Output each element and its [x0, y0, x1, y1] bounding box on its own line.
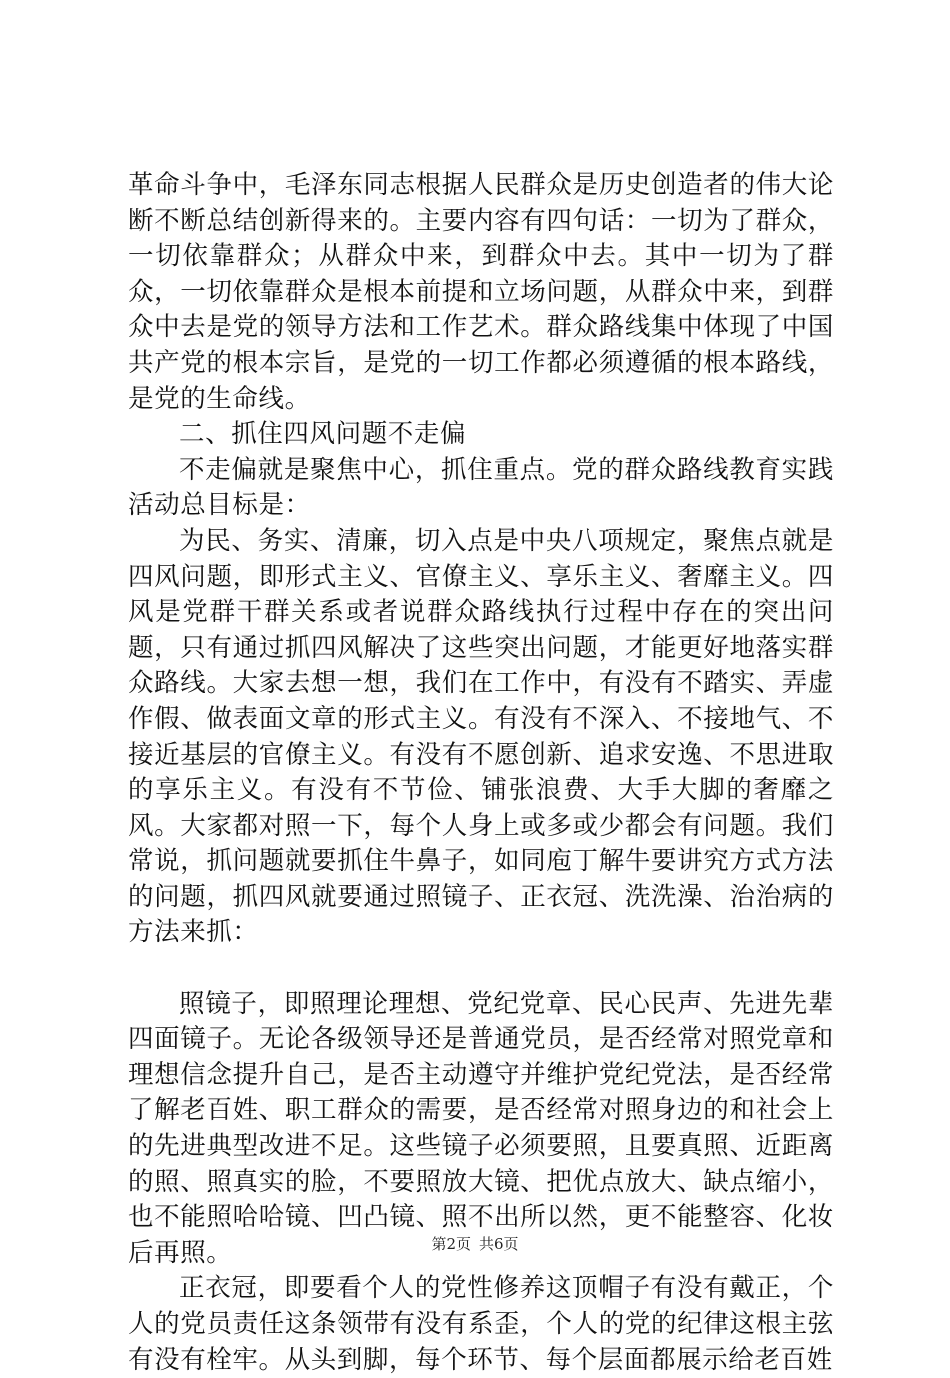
document-body: [128, 168, 834, 1378]
paragraph-focus-center: 不走偏就是聚焦中心，抓住重点。党的群众路线教育实践活动总目标是：: [128, 454, 834, 521]
paragraph-mirror: 照镜子，即照理论理想、党纪党章、民心民声、先进先辈四面镜子。无论各级领导还是普通党员，是否经常对照党章和理想信念提升自己，是否主动遵守并维护党纪党法，是否经常了解老百姓、职工群众的需要，是否经常对照身边的和社会上的先进典型改进不足。这些镜子必须要照，且要真照、近距离的照、照真实的脸，不要照放大镜、把优点放大、缺点缩小，也不能照哈哈镜、凹凸镜、照不出所以然，更不能整容、化妆后再照。: [128, 988, 834, 1268]
paragraph-mass-line-origin: 革命斗争中，毛泽东同志根据人民群众是历史创造者的伟大论断不断总结创新得来的。主要内容有四句话：一切为了群众，一切依靠群众；从群众中来，到群众中去。其中一切为了群众，一切依靠群众是根本前提和立场问题，从群众中来，到群众中去是党的领导方法和工作艺术。群众路线集中体现了中国共产党的根本宗旨，是党的一切工作都必须遵循的根本路线，是党的生命线。: [128, 170, 834, 414]
section-heading-four-winds: 二、抓住四风问题不走偏: [179, 419, 467, 450]
paragraph-four-winds: 为民、务实、清廉，切入点是中央八项规定，聚焦点就是四风问题，即形式主义、官僚主义、享乐主义、奢靡主义。四风是党群干群关系或者说群众路线执行过程中存在的突出问题，只有通过抓四风解决了这些突出问题，才能更好地落实群众路线。大家去想一想，我们在工作中，有没有不踏实、弄虚作假、做表面文章的形式主义。有没有不深入、不接地气、不接近基层的官僚主义。有没有不愿创新、追求安逸、不思进取的享乐主义。有没有不节俭、铺张浪费、大手大脚的奢靡之风。大家都对照一下，每个人身上或多或少都会有问题。我们常说，抓问题就要抓住牛鼻子，如同庖丁解牛要讲究方式方法的问题，抓四风就要通过照镜子、正衣冠、洗洗澡、治治病的方法来抓：: [128, 525, 834, 948]
page-footer: [0, 1233, 950, 1254]
paragraph-straighten-attire: 正衣冠，即要看个人的党性修养这顶帽子有没有戴正，个人的党员责任这条领带有没有系歪，个人的党的纪律这根主弦有没有栓牢。从头到脚，每个环节、每个层面都展示给老百姓: [128, 1273, 834, 1375]
page-number: 第2页: [431, 1235, 471, 1253]
page-total: 共6页: [479, 1235, 519, 1253]
